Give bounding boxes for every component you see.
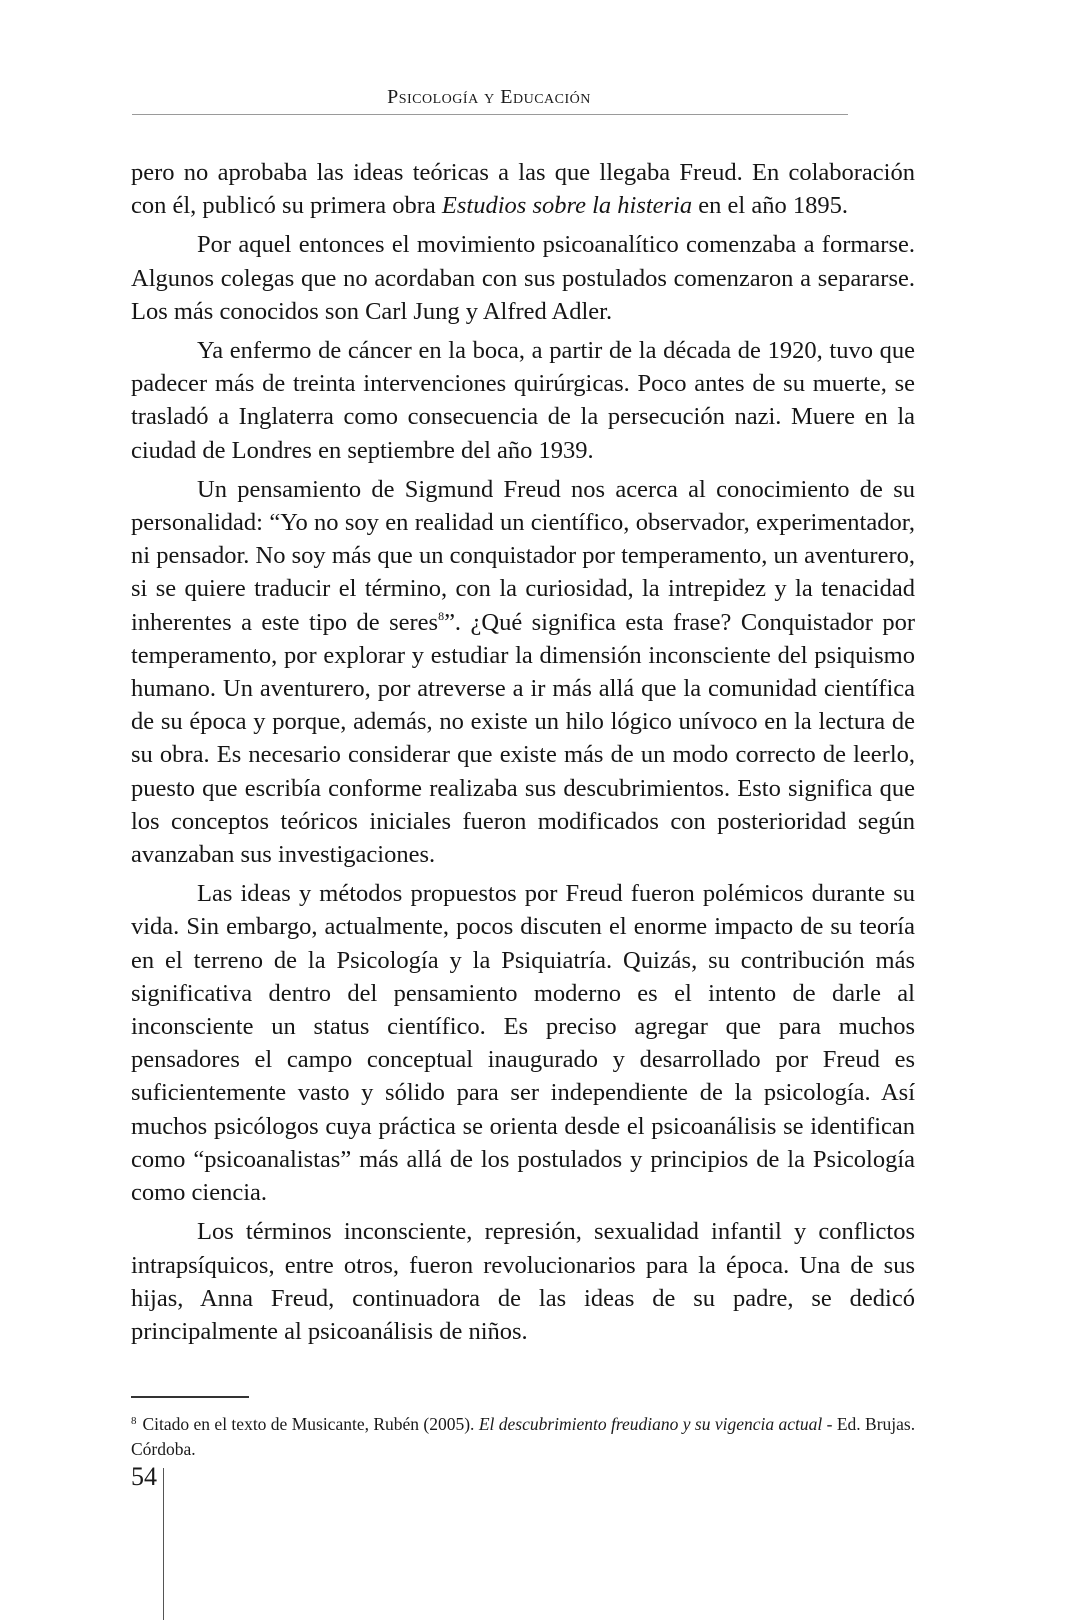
paragraph-4-text: Un pensamiento de Sigmund Freud nos acerca al conocimiento de su personalidad: “Yo no soy en realidad un científico, observador, experimentador, ni pensador. No soy más que un conquistador por temperamento, un aventurero, si se quiere traducir el término, con la curiosidad, la intrepidez y la tenacidad inherentes a este tipo de seres (131, 475, 915, 636)
paragraph-1 (131, 156, 915, 222)
header-rule (132, 114, 848, 115)
paragraph-1-text: pero no aprobaba las ideas teóricas a las que llegaba Freud. En colaboración con él, publicó su primera obra (131, 159, 915, 220)
footnote (131, 1412, 917, 1462)
body-text (131, 156, 915, 1354)
footnote-reference[interactable]: 8 (438, 608, 445, 623)
running-header-title: Psicología y Educación (387, 86, 591, 108)
footnote-rule (131, 1396, 249, 1398)
footnote-book-title: El descubrimiento freudiano y su vigencia actual (478, 1414, 823, 1434)
paragraph-5: Las ideas y métodos propuestos por Freud fueron polémicos durante su vida. Sin embargo, actualmente, pocos discuten el enorme impacto de su teoría en el terreno de la Psicología y la Psiquiatría. Quizás, su contribución más significativa dentro del pensamiento moderno es el intento de darle al inconsciente un status científico. Es preciso agregar que para muchos pensadores el campo conceptual inaugurado y desarrollado por Freud es suficientemente vasto y sólido para ser independiente de la psicología. Así muchos psicólogos cuya práctica se orienta desde el psicoanálisis se identifican como “psicoanalistas” más allá de los postulados y principios de la Psicología como ciencia. (131, 880, 915, 1207)
footnote-text: Citado en el texto de Musicante, Rubén (2005). (142, 1414, 479, 1434)
footnote-number: 8 (131, 1415, 137, 1427)
paragraph-4-text-end: ”. ¿Qué significa esta frase? Conquistador por temperamento, por explorar y estudiar la dimensión inconsciente del psiquismo humano. Un aventurero, por atreverse a ir más allá que la comunidad científica de su época y porque, además, no existe un hilo lógico unívoco en la lectura de su obra. Es necesario considerar que existe más de un modo correcto de leerlo, puesto que escribía conforme realizaba sus descubrimientos. Esto significa que los conceptos teóricos iniciales fueron modificados con posterioridad según avanzaban sus investigaciones. (131, 608, 915, 869)
paragraph-1-text-end: en el año 1895. (692, 192, 848, 220)
paragraph-3: Ya enfermo de cáncer en la boca, a partir de la década de 1920, tuvo que padecer más de treinta intervenciones quirúrgicas. Poco antes de su muerte, se trasladó a Inglaterra como consecuencia de la persecución nazi. Muere en la ciudad de Londres en septiembre del año 1939. (131, 337, 915, 464)
paragraph-4 (131, 473, 915, 871)
book-title-italic: Estudios sobre la histeria (441, 192, 693, 220)
paragraph-6: Los términos inconsciente, represión, sexualidad infantil y conflictos intrapsíquicos, entre otros, fueron revolucionarios para la época. Una de sus hijas, Anna Freud, continuadora de las ideas de su padre, se dedicó principalmente al psicoanálisis de niños. (131, 1218, 915, 1345)
page-number: 54 (131, 1462, 157, 1491)
gutter-line (163, 1468, 164, 1620)
footnote-publisher: - Ed. Brujas. Córdoba. (131, 1414, 916, 1459)
paragraph-2: Por aquel entonces el movimiento psicoanalítico comenzaba a formarse. Algunos colegas que no acordaban con sus postulados comenzaron a separarse. Los más conocidos son Carl Jung y Alfred Adler. (131, 231, 915, 325)
